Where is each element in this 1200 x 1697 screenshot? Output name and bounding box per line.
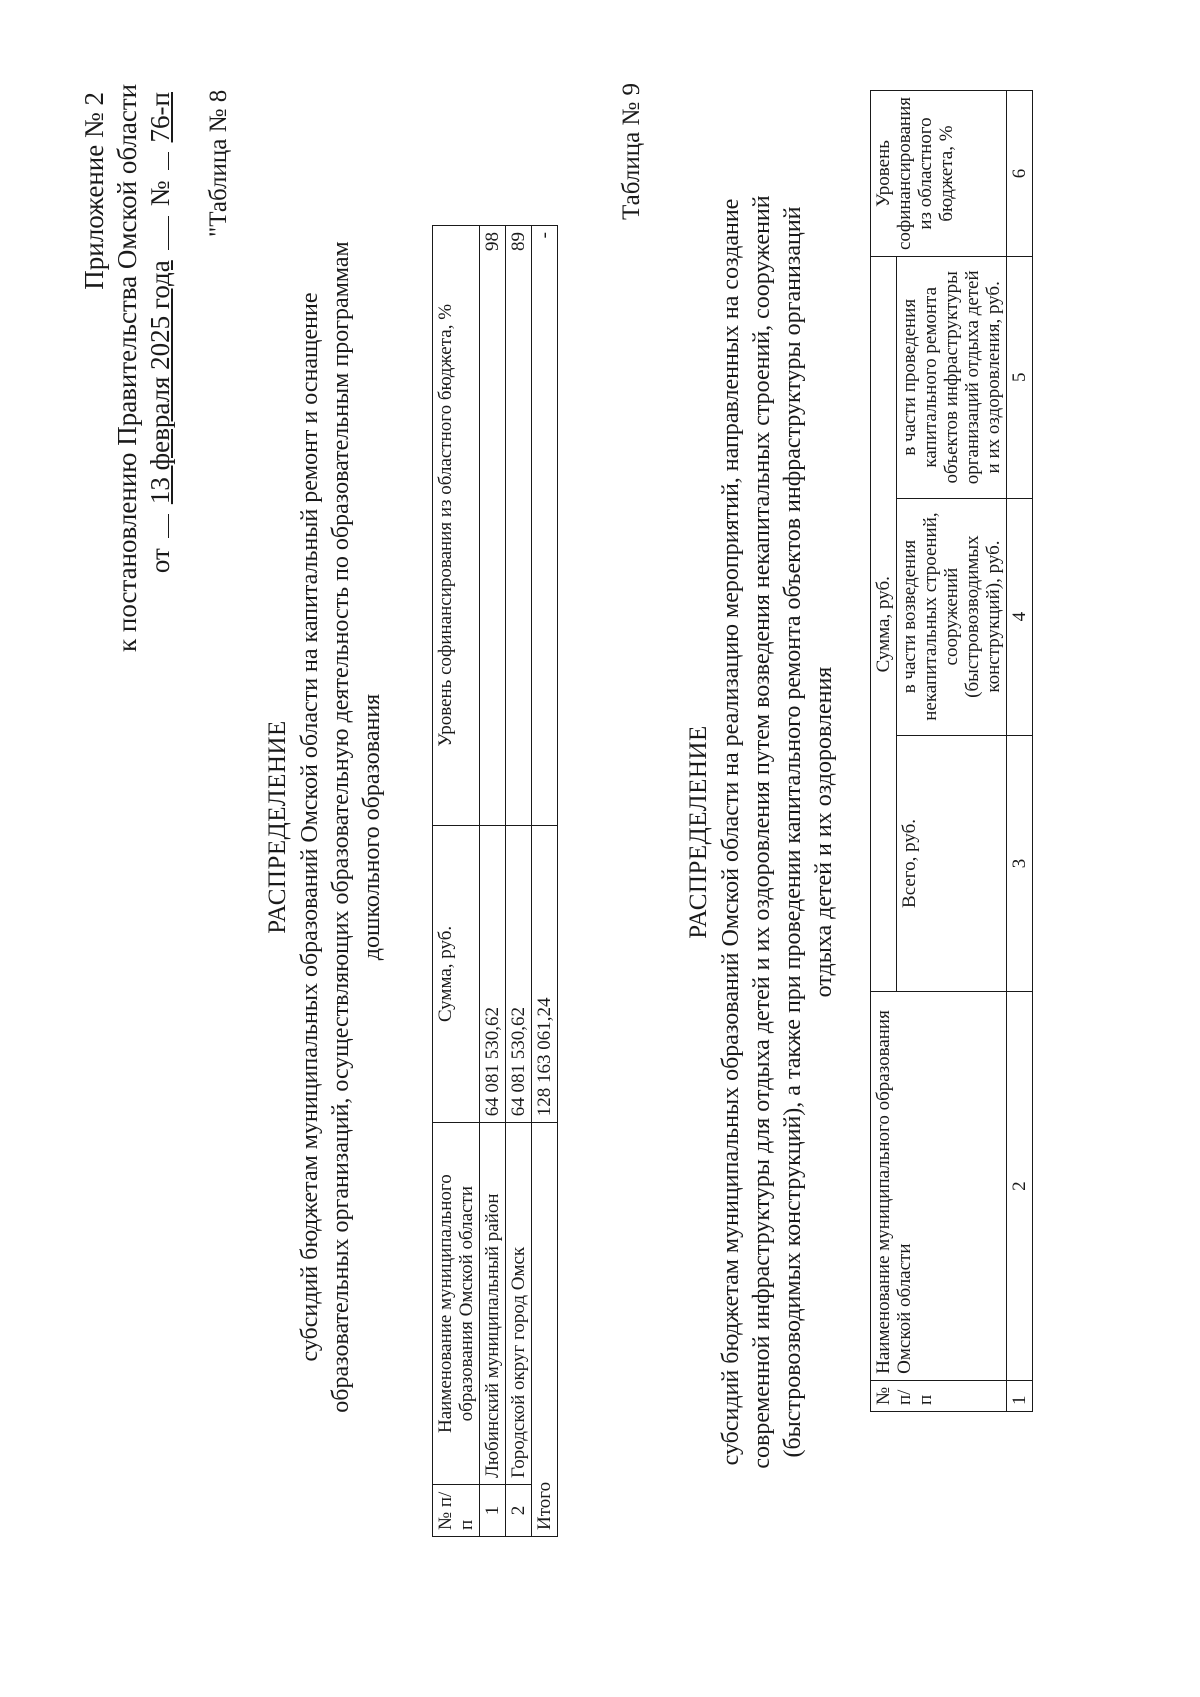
table-cell: 128 163 061,24	[532, 825, 558, 1123]
table-cell: 89	[506, 226, 532, 826]
table-cell: 4	[1007, 498, 1033, 735]
table8-header-name: Наименование муниципального образования Омской области	[433, 1123, 480, 1485]
table9-subheading: субсидий бюджетам муниципальных образований Омской области на реализацию мероприятий, направленных на создание современной инфраструктуры для отдыха детей и их оздоровления путем возведения некапитальных строений, сооружений (быстровозводимых конструкций), а также при проведении капитального ремонта объектов инфраструктуры организаций отдыха детей и их оздоровления	[718, 195, 837, 1469]
table8-header-sum: Сумма, руб.	[433, 825, 480, 1123]
appendix-num-sign: №	[145, 180, 175, 207]
table-cell: 1	[480, 1485, 506, 1537]
table-cell: 2	[1007, 992, 1033, 1381]
table8-subheading: субсидий бюджетам муниципальных образований Омской области на капитальный ремонт и оснащение образовательных организаций, осуществляющих образовательную деятельность по образовательным программам дошкольного образования	[297, 241, 385, 1413]
table-cell: 64 081 530,62	[506, 825, 532, 1123]
table9-header-name: Наименование муниципального образования Омской области	[871, 992, 1007, 1381]
appendix-date-line	[144, 92, 177, 652]
table9-header-num: № п/п	[871, 1380, 1007, 1411]
appendix-date: 13 февраля 2025 года	[145, 260, 175, 505]
table8-header-num: № п/п	[433, 1485, 480, 1537]
table-cell: 6	[1007, 91, 1033, 257]
table-cell: 64 081 530,62	[480, 825, 506, 1123]
table9-header-part2: в части проведения капитального ремонта объектов инфраструктуры организаций отдыха детей и их оздоровления, руб.	[897, 257, 1007, 499]
blank-line	[148, 152, 169, 170]
table9	[870, 90, 1033, 1412]
blank-line	[148, 216, 169, 250]
table9-column-numbers	[1007, 91, 1033, 1412]
table-cell: -	[532, 226, 558, 826]
table9-header-total: Всего, руб.	[897, 735, 1007, 992]
appendix-resolution: к постановлению Правительства Омской области	[112, 83, 142, 652]
table-cell: Итого	[532, 1123, 558, 1537]
table-cell: 5	[1007, 257, 1033, 499]
table9-heading-block	[683, 177, 840, 1487]
table8-total-row	[532, 226, 558, 1537]
table8-header-row	[433, 226, 480, 1537]
table8-heading-block	[262, 237, 388, 1417]
table9-header-row	[871, 91, 897, 1412]
appendix-title: Приложение № 2	[79, 92, 109, 290]
table-cell: 2	[506, 1485, 532, 1537]
appendix-number: 76-п	[145, 92, 175, 143]
table9-header-level: Уровень софинансирования из областного бюджета, %	[871, 91, 1007, 257]
table9-label: Таблица № 9	[618, 82, 645, 220]
table9-header-part1: в части возведения некапитальных строений, сооружений (быстровозводимых конструкций), руб.	[897, 498, 1007, 735]
table-row	[506, 226, 532, 1537]
appendix-ot: от	[145, 548, 175, 574]
table-row	[480, 226, 506, 1537]
blank-line	[148, 514, 169, 538]
table-cell: 1	[1007, 1380, 1033, 1411]
table-cell: Городской округ город Омск	[506, 1123, 532, 1485]
table8-label: "Таблица № 8	[205, 89, 232, 237]
table-cell: 3	[1007, 735, 1033, 992]
appendix-block	[78, 83, 177, 652]
table9-header-sum: Сумма, руб.	[871, 257, 897, 992]
table8-header-level: Уровень софинансирования из областного бюджета, %	[433, 226, 480, 826]
table-cell: Любинский муниципальный район	[480, 1123, 506, 1485]
table8-heading: РАСПРЕДЕЛЕНИЕ	[264, 720, 291, 934]
table-cell: 98	[480, 226, 506, 826]
table8	[432, 225, 558, 1537]
table9-heading: РАСПРЕДЕЛЕНИЕ	[685, 725, 712, 939]
